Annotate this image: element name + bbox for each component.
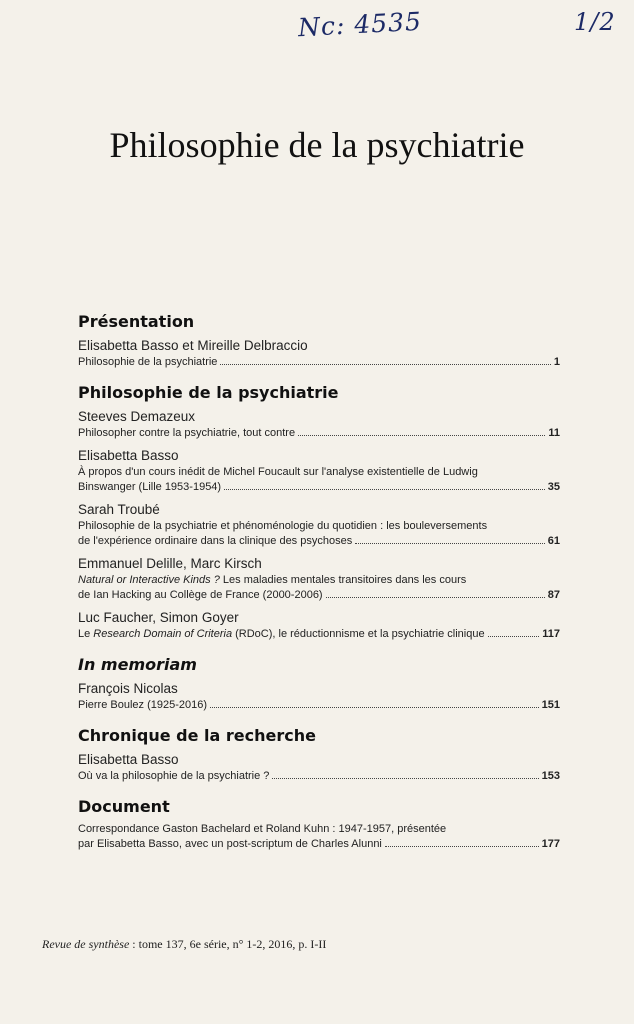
page-title: Philosophie de la psychiatrie: [109, 125, 525, 165]
toc-entry[interactable]: [78, 447, 560, 495]
entry-author: Emmanuel Delille, Marc Kirsch: [78, 556, 262, 571]
journal-details: : tome 137, 6e série, n° 1-2, 2016, p. I-II: [129, 937, 327, 951]
entry-title-line: [78, 355, 560, 370]
entry-author: Steeves Demazeux: [78, 409, 196, 424]
entry-title: de Ian Hacking au Collège de France (2000-2006): [78, 589, 323, 601]
toc-section-in-memoriam: [78, 655, 560, 713]
entry-author: François Nicolas: [78, 681, 178, 696]
entry-title: Pierre Boulez (1925-2016): [78, 699, 208, 711]
entry-author: Elisabetta Basso et Mireille Delbraccio: [78, 338, 308, 353]
toc-section-chronique: [78, 726, 560, 784]
handwritten-reference: Nc: 4535: [297, 6, 423, 43]
page-number: 61: [547, 535, 560, 547]
entry-title-line: [78, 698, 560, 713]
entry-title: Où va la philosophie de la psychiatrie ?: [78, 770, 270, 782]
dot-leader: [224, 489, 545, 490]
toc-entry[interactable]: [78, 555, 560, 603]
section-heading: Chronique de la recherche: [78, 726, 316, 745]
entry-title-line: [78, 588, 560, 603]
toc-entry[interactable]: [78, 680, 560, 713]
dot-leader: [220, 364, 550, 365]
entry-title: par Elisabetta Basso, avec un post-scriptum de Charles Alunni: [78, 838, 382, 850]
entry-title: Binswanger (Lille 1953-1954): [78, 481, 222, 493]
entry-title-first-line: Correspondance Gaston Bachelard et Roland Kuhn : 1947-1957, présentée: [78, 823, 447, 835]
toc-section-document: [78, 797, 560, 852]
entry-title-first-line: Philosophie de la psychiatrie et phénoménologie du quotidien : les bouleversements: [78, 520, 488, 532]
entry-title-pre: Le: [78, 628, 94, 640]
section-heading: In memoriam: [78, 655, 197, 674]
toc-entry[interactable]: [78, 751, 560, 784]
entry-title-first-line: À propos d'un cours inédit de Michel Foucault sur l'analyse existentielle de Ludwig: [78, 466, 478, 478]
toc-entry[interactable]: [78, 501, 560, 549]
dot-leader: [326, 597, 545, 598]
entry-title: [78, 627, 485, 642]
section-heading: Philosophie de la psychiatrie: [78, 383, 339, 402]
entry-title-italic: Research Domain of Criteria: [93, 628, 233, 640]
entry-title-line: [78, 480, 560, 495]
table-of-contents: [78, 312, 560, 865]
toc-section-presentation: [78, 312, 560, 370]
section-heading: Document: [78, 797, 170, 816]
entry-author: Sarah Troubé: [78, 502, 160, 517]
page-number: 153: [541, 770, 560, 782]
toc-entry[interactable]: [78, 408, 560, 441]
entry-author: Elisabetta Basso: [78, 448, 179, 463]
dot-leader: [272, 778, 538, 779]
dot-leader: [355, 543, 545, 544]
dot-leader: [385, 846, 539, 847]
entry-title-rest: Les maladies mentales transitoires dans les cours: [219, 574, 467, 586]
entry-title: Philosophie de la psychiatrie: [78, 356, 218, 368]
entry-title-first-line: [78, 573, 560, 588]
handwritten-page-marker: 1/2: [574, 8, 616, 36]
entry-title-line: [78, 534, 560, 549]
entry-title-line: [78, 769, 560, 784]
dot-leader: [210, 707, 539, 708]
journal-name: Revue de synthèse: [42, 937, 130, 951]
entry-title: de l'expérience ordinaire dans la clinique des psychoses: [78, 535, 353, 547]
journal-footer: [42, 937, 326, 952]
entry-title: Philosopher contre la psychiatrie, tout contre: [78, 427, 296, 439]
dot-leader: [298, 435, 545, 436]
page-number: 177: [541, 838, 560, 850]
toc-entry[interactable]: [78, 609, 560, 642]
entry-title-line: [78, 837, 560, 852]
entry-title-italic: Natural or Interactive Kinds ?: [78, 574, 220, 586]
entry-author: Elisabetta Basso: [78, 752, 179, 767]
entry-author: Luc Faucher, Simon Goyer: [78, 610, 239, 625]
toc-section-philosophie: [78, 383, 560, 642]
page-number: 1: [553, 356, 560, 368]
toc-entry[interactable]: [78, 822, 560, 852]
page-number: 151: [541, 699, 560, 711]
entry-title-line: [78, 426, 560, 441]
entry-title-post: (RDoC), le réductionnisme et la psychiatrie clinique: [232, 628, 485, 640]
page-number: 35: [547, 481, 560, 493]
page-number: 87: [547, 589, 560, 601]
page-number: 11: [548, 427, 560, 439]
entry-title-line: [78, 627, 560, 642]
toc-entry[interactable]: [78, 337, 560, 370]
page-number: 117: [542, 628, 560, 640]
section-heading: Présentation: [78, 312, 195, 331]
dot-leader: [488, 636, 540, 637]
